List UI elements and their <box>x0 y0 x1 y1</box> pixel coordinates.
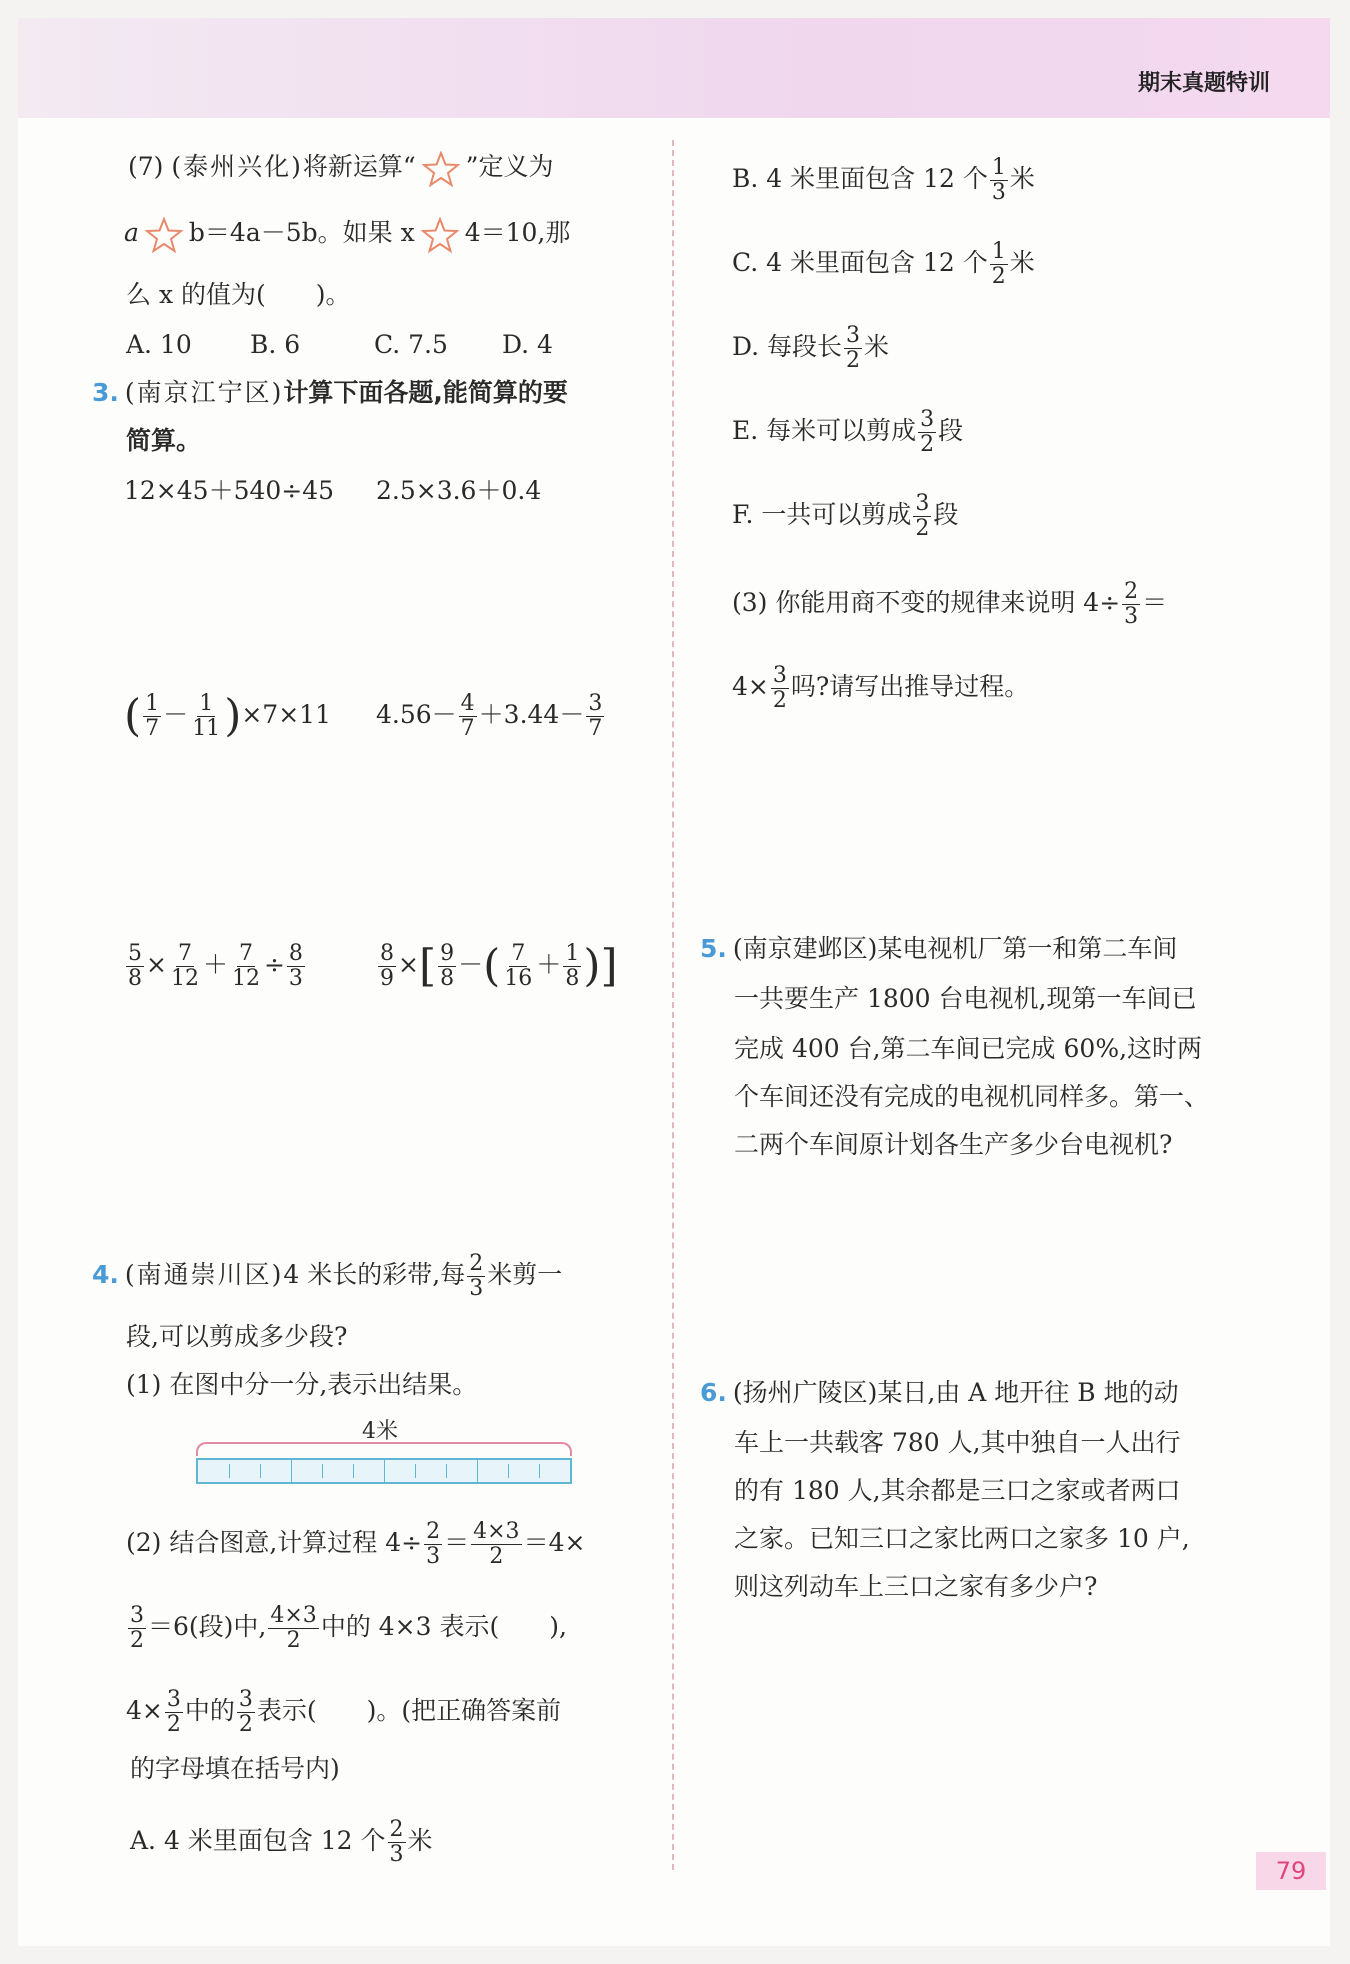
fraction <box>471 1520 521 1569</box>
numerator: 3 <box>772 663 787 688</box>
tape-tick <box>322 1464 323 1478</box>
numerator: 2 <box>389 1817 404 1842</box>
denominator: 3 <box>991 180 1006 205</box>
text-segment: (2) 结合图意,计算过程 4÷ <box>126 1528 423 1557</box>
paren-close: ) <box>224 690 242 742</box>
q4-part3-line1 <box>732 580 1167 629</box>
ribbon-diagram <box>196 1458 572 1484</box>
fraction <box>128 1604 146 1653</box>
text-segment: ＝ <box>444 1528 470 1557</box>
text-segment: D. 每段长 <box>732 332 843 361</box>
denominator: 3 <box>1124 604 1139 629</box>
numerator: 4 <box>460 691 475 716</box>
text-segment: (南京建邺区)某电视机厂第一和第二车间 <box>732 934 1178 963</box>
fraction <box>237 1688 255 1737</box>
tape-tick <box>229 1464 230 1478</box>
q7-option-d: D. 4 <box>502 330 553 359</box>
q6-line4: 之家。已知三口之家比两口之家多 10 户, <box>734 1524 1190 1553</box>
numerator: 8 <box>380 941 394 966</box>
text-segment: 米 <box>864 332 890 361</box>
denominator: 2 <box>166 1712 181 1737</box>
q3-title-a: 计算下面各题,能简算的要 <box>283 378 568 407</box>
numerator: 7 <box>177 941 192 966</box>
text-segment: F. 一共可以剪成 <box>732 500 912 529</box>
q4-line1 <box>92 1252 562 1301</box>
numerator: 2 <box>469 1251 484 1276</box>
q3-number: 3. <box>92 378 119 407</box>
denominator: 2 <box>286 1628 301 1653</box>
q4-option-b <box>732 156 1035 205</box>
denominator: 7 <box>588 716 603 741</box>
text-segment: 米 <box>1009 164 1035 193</box>
numerator: 3 <box>915 491 930 516</box>
denominator: 3 <box>389 1842 404 1867</box>
text-segment: 米 <box>407 1826 433 1855</box>
text-segment: (3) 你能用商不变的规律来说明 4÷ <box>732 588 1121 617</box>
q4-part2-line1 <box>126 1520 585 1569</box>
fraction <box>143 692 161 741</box>
fraction <box>165 1688 183 1737</box>
q6-line2: 车上一共载客 780 人,其中独自一人出行 <box>734 1428 1181 1457</box>
denominator: 2 <box>772 688 787 713</box>
q4-line2: 段,可以剪成多少段? <box>126 1322 348 1351</box>
fraction <box>502 942 534 991</box>
q4-part2-line3 <box>126 1688 561 1737</box>
fraction <box>1122 580 1140 629</box>
denominator: 9 <box>380 966 394 991</box>
page-number: 79 <box>1256 1852 1326 1890</box>
denominator: 8 <box>128 966 142 991</box>
denominator: 2 <box>920 432 935 457</box>
denominator: 12 <box>170 966 199 991</box>
fraction <box>268 1604 318 1653</box>
q4-part2-line2 <box>126 1604 567 1653</box>
tape-tick <box>539 1464 540 1478</box>
q6-line5: 则这列动车上三口之家有多少户? <box>734 1572 1098 1601</box>
fraction <box>230 942 262 991</box>
text-segment: 吗?请写出推导过程。 <box>790 672 1030 701</box>
text-segment: C. 4 米里面包含 12 个 <box>732 248 988 277</box>
q5-number: 5. <box>700 934 727 963</box>
text-segment: ＝ <box>1142 588 1168 617</box>
fraction <box>844 324 862 373</box>
q5-line3: 完成 400 台,第二车间已完成 60%,这时两 <box>734 1034 1203 1063</box>
text-segment: 表示( )。(把正确答案前 <box>256 1696 562 1725</box>
text-segment: E. 每米可以剪成 <box>732 416 917 445</box>
q3-expr-2: 2.5×3.6＋0.4 <box>376 476 542 505</box>
fraction <box>467 1252 485 1301</box>
bracket-close: ] <box>600 940 618 992</box>
q3-expr-3: ( $\frac{1}{7}$ － $\frac{1}{11}$ )×7×11 <box>124 690 331 742</box>
q4-option-f <box>732 492 958 541</box>
q7-line2-end: 4＝10,那 <box>464 218 571 247</box>
numerator: 5 <box>128 941 142 966</box>
denominator: 2 <box>846 348 861 373</box>
q3-source: (南京江宁区) <box>124 378 284 407</box>
bracket-open: [ <box>418 940 437 992</box>
q7-line2-text: b＝4a－5b。如果 x <box>188 218 415 247</box>
q4-part2-line4: 的字母填在括号内) <box>130 1754 340 1783</box>
text-segment: 中的 <box>184 1696 235 1725</box>
q4-option-e <box>732 408 963 457</box>
text-segment: 段 <box>938 416 964 445</box>
fraction <box>918 408 936 457</box>
denominator: 2 <box>991 264 1006 289</box>
tape-tick <box>446 1464 447 1478</box>
q7-text1: 将新运算“ <box>302 152 416 181</box>
q7-source: (泰州兴化) <box>171 152 303 181</box>
fraction <box>563 942 581 991</box>
denominator: 3 <box>288 966 303 991</box>
q7-line1 <box>128 150 553 187</box>
text-segment: ＝4× <box>523 1528 586 1557</box>
numerator: 7 <box>511 941 526 966</box>
text-segment: 米剪一 <box>487 1260 563 1289</box>
q7-option-a: A. 10 <box>126 330 192 359</box>
q7-label: (7) <box>128 152 164 181</box>
denominator: 8 <box>565 966 580 991</box>
numerator: 4×3 <box>473 1519 520 1544</box>
q7-var-a: a <box>124 218 139 247</box>
numerator: 9 <box>440 941 455 966</box>
tape-tick <box>260 1464 261 1478</box>
q4-option-c <box>732 240 1035 289</box>
denominator: 3 <box>469 1276 484 1301</box>
text-segment: 4× <box>732 672 769 701</box>
fraction <box>586 692 604 741</box>
fraction <box>388 1818 406 1867</box>
q7-text2: ”定义为 <box>465 152 554 181</box>
numerator: 7 <box>238 941 253 966</box>
denominator: 2 <box>238 1712 253 1737</box>
denominator: 11 <box>192 716 221 741</box>
text-segment: 中的 4×3 表示( ), <box>320 1612 567 1641</box>
q4-number: 4. <box>92 1260 119 1289</box>
fraction <box>438 942 456 991</box>
q7-option-c: C. 7.5 <box>374 330 448 359</box>
q5-line4: 个车间还没有完成的电视机同样多。第一、 <box>734 1082 1210 1111</box>
q7-line3: 么 x 的值为( )。 <box>126 280 351 309</box>
q3-expr-1: 12×45＋540÷45 <box>124 476 335 505</box>
denominator: 2 <box>915 516 930 541</box>
q4-part1: (1) 在图中分一分,表示出结果。 <box>126 1370 478 1399</box>
numerator: 3 <box>166 1687 181 1712</box>
column-divider <box>672 140 674 1870</box>
text-segment: 米 <box>1009 248 1035 277</box>
tape-tick <box>415 1464 416 1478</box>
text-segment: (扬州广陵区)某日,由 A 地开往 B 地的动 <box>732 1378 1179 1407</box>
fraction <box>287 942 305 991</box>
numerator: 2 <box>1124 579 1139 604</box>
q7-line2 <box>124 216 570 253</box>
header-title: 期末真题特训 <box>1137 71 1270 96</box>
q5-line2: 一共要生产 1800 台电视机,现第一车间已 <box>734 984 1197 1013</box>
paren-open: ( <box>124 690 142 742</box>
star-icon <box>421 217 459 253</box>
fraction <box>913 492 931 541</box>
tape-tick <box>353 1464 354 1478</box>
denominator: 3 <box>426 1544 441 1569</box>
q4-option-d <box>732 324 889 373</box>
denominator: 12 <box>231 966 260 991</box>
q7-option-b: B. 6 <box>250 330 301 359</box>
q4-part3-line2 <box>732 664 1029 713</box>
denominator: 7 <box>145 716 160 741</box>
paren-close: ) <box>583 940 601 992</box>
page-header <box>18 18 1330 118</box>
text-segment: 4× <box>126 1696 163 1725</box>
denominator: 2 <box>489 1544 504 1569</box>
numerator: 3 <box>130 1603 144 1628</box>
fraction <box>771 664 789 713</box>
q6-line3: 的有 180 人,其余都是三口之家或者两口 <box>734 1476 1181 1505</box>
tape-tick <box>508 1464 509 1478</box>
denominator: 2 <box>130 1628 144 1653</box>
q3-expr-4 <box>376 692 606 741</box>
text-segment: A. 4 米里面包含 12 个 <box>130 1826 386 1855</box>
star-icon <box>422 151 460 187</box>
denominator: 7 <box>460 716 475 741</box>
fraction <box>424 1520 442 1569</box>
q4-source: (南通崇川区) <box>124 1260 284 1289</box>
tape-tick <box>291 1460 292 1482</box>
q3-expr3-tail: ×7×11 <box>241 700 331 729</box>
fraction <box>990 156 1008 205</box>
q3-title <box>92 376 568 410</box>
numerator: 4×3 <box>270 1603 317 1628</box>
q4-option-a <box>130 1818 433 1867</box>
q5-line5: 二两个车间原计划各生产多少台电视机? <box>734 1130 1173 1159</box>
denominator: 8 <box>440 966 455 991</box>
numerator: 3 <box>588 691 603 716</box>
text-segment: 4.56－ <box>376 700 457 729</box>
tape-label: 4米 <box>362 1419 398 1444</box>
q5-line1 <box>700 932 1177 966</box>
text-segment: 4 米长的彩带,每 <box>283 1260 466 1289</box>
text-segment: 段 <box>933 500 959 529</box>
text-segment: ＋3.44－ <box>478 700 585 729</box>
tape-tick <box>477 1460 478 1482</box>
tape-brace <box>196 1442 572 1456</box>
numerator: 1 <box>145 691 160 716</box>
numerator: 1 <box>565 941 580 966</box>
fraction <box>169 942 201 991</box>
star-icon <box>145 217 183 253</box>
q3-expr-6: $\frac{8}{9}$ ×[ $\frac{9}{8}$ －( $\frac{7}{16}$ ＋ $\frac{1}{8}$ )] <box>380 940 618 992</box>
numerator: 3 <box>920 407 935 432</box>
fraction <box>990 240 1008 289</box>
fraction <box>459 692 477 741</box>
q6-number: 6. <box>700 1378 727 1407</box>
numerator: 1 <box>199 691 214 716</box>
paren-open: ( <box>483 940 501 992</box>
q3-expr-5: $\frac{5}{8}$ × $\frac{7}{12}$ ＋ $\frac{7}{12}$ ÷ $\frac{8}{3}$ <box>128 941 303 991</box>
fraction <box>190 692 222 741</box>
q6-line1 <box>700 1376 1179 1410</box>
numerator: 1 <box>991 155 1006 180</box>
numerator: 2 <box>426 1519 441 1544</box>
fraction <box>126 942 144 991</box>
text-segment: B. 4 米里面包含 12 个 <box>732 164 988 193</box>
q3-title-b: 简算。 <box>126 426 202 455</box>
text-segment: ＝6(段)中, <box>148 1612 267 1641</box>
numerator: 1 <box>991 239 1006 264</box>
numerator: 8 <box>288 941 303 966</box>
denominator: 16 <box>504 966 533 991</box>
tape-tick <box>384 1460 385 1482</box>
numerator: 3 <box>238 1687 253 1712</box>
numerator: 3 <box>846 323 861 348</box>
fraction <box>378 942 396 991</box>
